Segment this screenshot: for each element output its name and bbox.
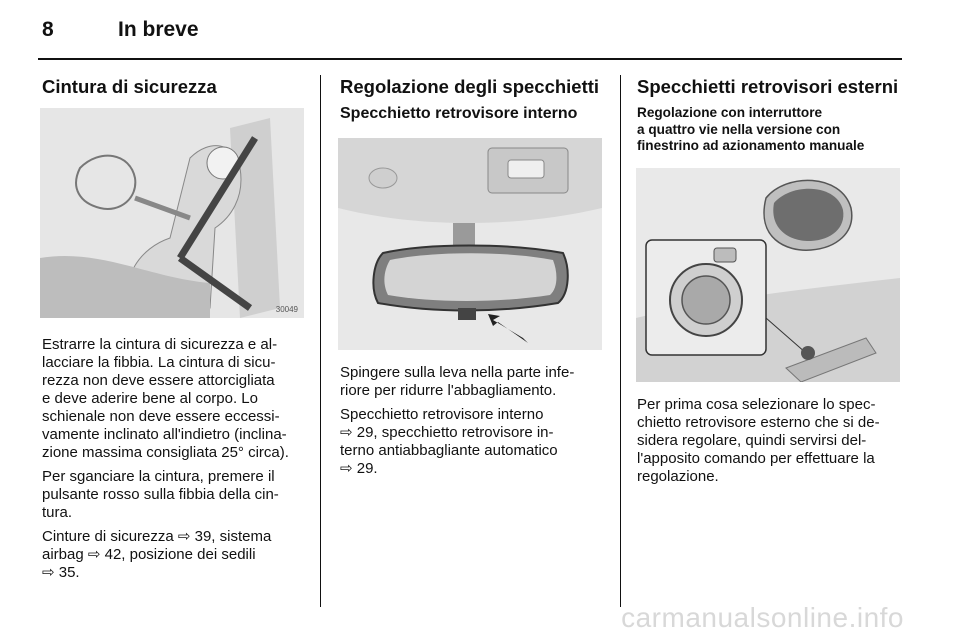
section-heading-exterior-mirrors: Specchietti retrovisori esterni [637, 76, 899, 97]
paragraph-release-belt: Per sganciare la cintura, premere il pulsante rosso sulla fibbia della cin- tura. [42, 468, 279, 521]
subheading-four-way-switch: Regolazione con interruttore a quattro vie nella versione con finestrino ad azionamento manuale [637, 105, 865, 153]
paragraph-cross-references: Cinture di sicurezza ⇨ 39, sistema airbag ⇨ 42, posizione dei sedili ⇨ 35. [42, 528, 272, 581]
seatbelt-illustration [40, 108, 304, 318]
column-seatbelt [42, 76, 307, 97]
section-heading-seatbelt: Cintura di sicurezza [42, 76, 217, 97]
column-divider-1 [320, 75, 321, 607]
subheading-interior-mirror: Specchietto retrovisore interno [340, 105, 578, 123]
figure-id: 30049 [275, 305, 298, 314]
interior-mirror-drawing [338, 138, 602, 350]
interior-mirror-illustration [338, 138, 602, 350]
paragraph-exterior-mirror-instructions: Per prima cosa selezionare lo spec- chietto retrovisore esterno che si de- sidera regolare, quindi servirsi del- l'apposito comando per effettuare la regolazione. [637, 396, 880, 485]
exterior-mirror-illustration [636, 168, 900, 382]
exterior-mirror-text [637, 396, 909, 486]
column-divider-2 [620, 75, 621, 607]
paragraph-mirror-references: Specchietto retrovisore interno ⇨ 29, specchietto retrovisore in- terno antiabbagliante automatico ⇨ 29. [340, 406, 558, 477]
header-rule [38, 58, 902, 60]
seatbelt-text [42, 336, 312, 582]
paragraph-fasten-belt: Estrarre la cintura di sicurezza e al- lacciare la fibbia. La cintura di sicu- rezza non deve essere attorcigliata e deve aderire bene al corpo. Lo schienale non deve essere eccessi- vamente inclinato all'indietro (inclina- zione massima consigliata 25° circa). [42, 336, 289, 461]
interior-mirror-text [340, 364, 612, 478]
section-heading-mirrors: Regolazione degli specchietti [340, 76, 600, 97]
column-mirrors [340, 76, 610, 124]
paragraph-anti-glare: Spingere sulla leva nella parte infe- riore per ridurre l'abbagliamento. [340, 364, 575, 399]
watermark: carmanualsonline.info [621, 602, 904, 633]
page-number: 8 [42, 18, 54, 41]
exterior-mirror-switch-drawing [636, 168, 900, 382]
running-title: In breve [118, 18, 199, 41]
driver-seatbelt-drawing [40, 108, 304, 318]
column-exterior-mirrors [637, 76, 905, 154]
